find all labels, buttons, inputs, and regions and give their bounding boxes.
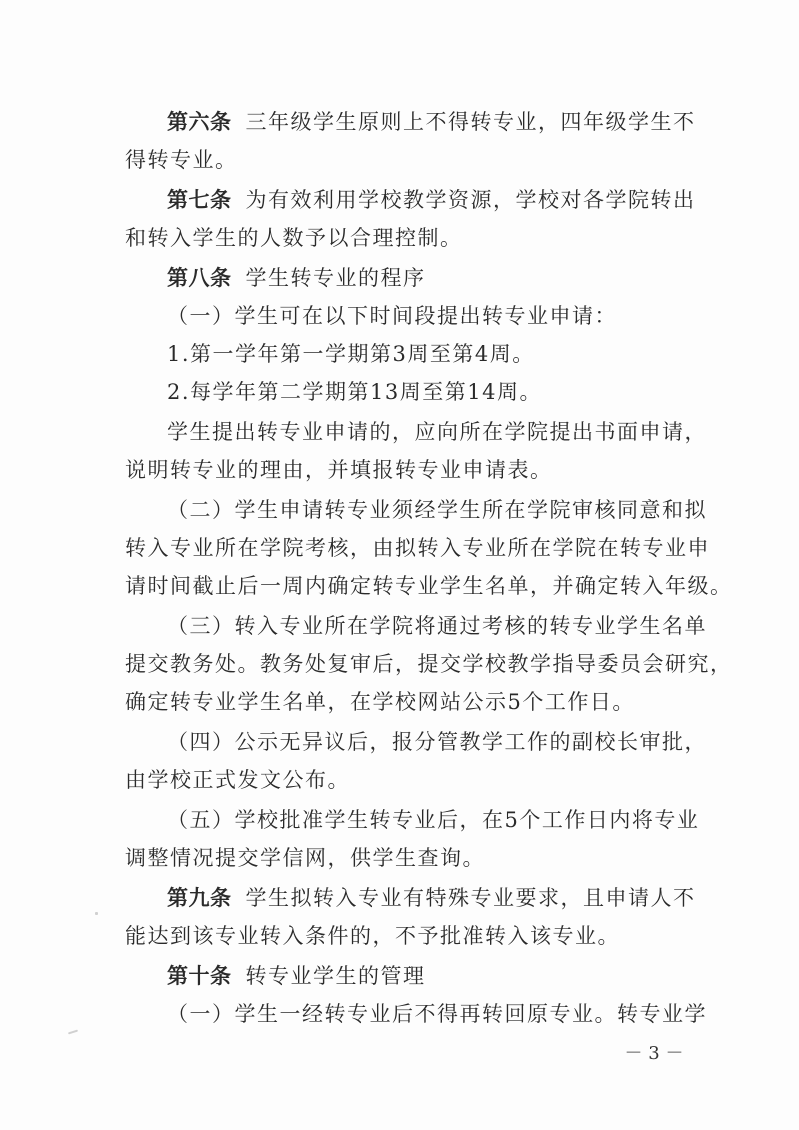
procedure-item-2-line-3 (125, 568, 733, 604)
article-label: 第七条 (167, 188, 232, 212)
procedure-item-3-line-2 (125, 646, 733, 682)
paragraph-text: （四）公示无异议后，报分管教学工作的副校长审批， (167, 730, 707, 754)
procedure-time-1 (167, 336, 535, 372)
paragraph-text: 调整情况提交学信网，供学生查询。 (125, 846, 485, 870)
procedure-item-4-line-2 (125, 762, 350, 798)
article-label: 第六条 (167, 110, 232, 134)
paragraph-text: （三）转入专业所在学院将通过考核的转专业学生名单 (167, 614, 707, 638)
article-text: 能达到该专业转入条件的，不予批准转入该专业。 (125, 924, 620, 948)
procedure-item-2-line-2 (125, 530, 710, 566)
article-text: 转专业学生的管理 (245, 964, 426, 988)
procedure-item-1-heading (167, 298, 617, 334)
application-note-line-2 (125, 452, 553, 488)
paragraph-text: 2.每学年第二学期第13周至第14周。 (167, 380, 542, 404)
article-text: 三年级学生原则上不得转专业，四年级学生不 (245, 110, 696, 134)
article-text: 学生转专业的程序 (245, 266, 426, 290)
paragraph-text: （一）学生一经转专业后不得再转回原专业。转专业学 (167, 1002, 707, 1026)
article-text: 得转专业。 (125, 148, 238, 172)
page-number: － 3 － (624, 1043, 684, 1064)
paragraph-text: （一）学生可在以下时间段提出转专业申请： (167, 304, 617, 328)
scan-speck (95, 912, 98, 915)
procedure-item-5-line-2 (125, 840, 485, 876)
article-text: 学生拟转入专业有特殊专业要求，且申请人不 (245, 886, 696, 910)
paragraph-text: 请时间截止后一周内确定转专业学生名单，并确定转入年级。 (125, 574, 733, 598)
management-item-1-line-1 (167, 996, 707, 1032)
article-8-title (167, 260, 426, 296)
paragraph-text: 说明转专业的理由，并填报转专业申请表。 (125, 458, 553, 482)
article-7-line-2 (125, 220, 463, 256)
article-6-line-2 (125, 142, 238, 178)
article-text: 为有效利用学校教学资源，学校对各学院转出 (245, 188, 696, 212)
article-7-line-1 (167, 182, 696, 218)
article-9-line-2 (125, 918, 620, 954)
paragraph-text: 由学校正式发文公布。 (125, 768, 350, 792)
application-note-line-1 (167, 414, 707, 450)
procedure-item-3-line-3 (125, 684, 635, 720)
procedure-item-4-line-1 (167, 724, 707, 760)
paragraph-text: 学生提出转专业申请的，应向所在学院提出书面申请， (167, 420, 707, 444)
paragraph-text: （五）学校批准学生转专业后，在5个工作日内将专业 (167, 808, 700, 832)
procedure-item-5-line-1 (167, 802, 699, 838)
paragraph-text: 确定转专业学生名单，在学校网站公示5个工作日。 (125, 690, 635, 714)
article-9-line-1 (167, 880, 696, 916)
paragraph-text: 转入专业所在学院考核，由拟转入专业所在学院在转专业申 (125, 536, 710, 560)
procedure-item-3-line-1 (167, 608, 707, 644)
paragraph-text: （二）学生申请转专业须经学生所在学院审核同意和拟 (167, 498, 707, 522)
procedure-item-2-line-1 (167, 492, 707, 528)
scan-mark (68, 1030, 78, 1035)
article-label: 第九条 (167, 886, 232, 910)
article-6-line-1 (167, 104, 696, 140)
article-10-title (167, 958, 426, 994)
procedure-time-2 (167, 374, 542, 410)
paragraph-text: 提交教务处。教务处复审后，提交学校教学指导委员会研究， (125, 652, 733, 676)
article-label: 第八条 (167, 266, 232, 290)
paragraph-text: 1.第一学年第一学期第3周至第4周。 (167, 342, 535, 366)
article-label: 第十条 (167, 964, 232, 988)
article-text: 和转入学生的人数予以合理控制。 (125, 226, 463, 250)
